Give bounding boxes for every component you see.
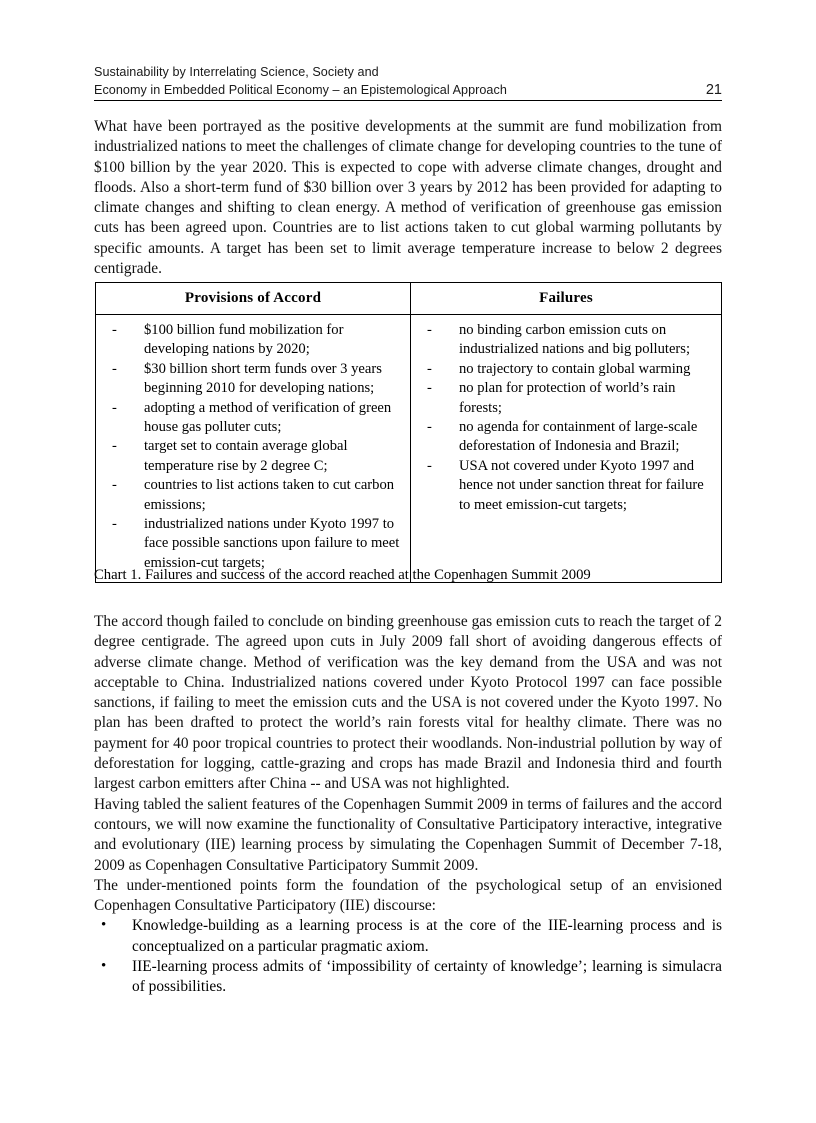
- header-title-line-2: Economy in Embedded Political Economy – an Epistemological Approach: [94, 82, 507, 97]
- discourse-bullet-list: [94, 916, 722, 997]
- list-item: - no agenda for containment of large-scale deforestation of Indonesia and Brazil;: [419, 418, 713, 457]
- list-item: - no binding carbon emission cuts on industrialized nations and big polluters;: [419, 321, 713, 360]
- list-item: - no plan for protection of world’s rain forests;: [419, 379, 713, 418]
- body-upper: [94, 117, 722, 279]
- table-cell-failures: [411, 315, 722, 583]
- table-header-provisions: Provisions of Accord: [96, 283, 411, 315]
- paragraph-2: The accord though failed to conclude on binding greenhouse gas emission cuts to reach the target of 2 degree centigrade. The agreed upon cuts in July 2009 fall short of avoiding dangerous effects of adverse climate change. Method of verification was the key demand from the USA and was not acceptable to China. Industrialized nations covered under Kyoto Protocol 1997 can face possible sanctions, if failing to meet the emission cuts and the USA is not covered under the Kyoto 1997. No plan has been drafted to protect the world’s rain forests vital for healthy climate. There was no payment for 40 poor tropical countries to protect their woodlands. Non-industrial pollution by way of deforestation for logging, cattle-grazing and crops has made Brazil and Indonesia third and fourth largest carbon emitters after China -- and USA was not highlighted.: [94, 613, 722, 793]
- running-header: [94, 64, 722, 99]
- list-item: - countries to list actions taken to cut carbon emissions;: [104, 476, 402, 515]
- table-row: [96, 315, 722, 583]
- accord-table: [95, 282, 722, 583]
- list-item: • IIE-learning process admits of ‘impossibility of certainty of knowledge’; learning is simulacra of possibilities.: [94, 957, 722, 998]
- header-rule: [94, 100, 722, 101]
- table-caption: Chart 1. Failures and success of the accord reached at the Copenhagen Summit 2009: [94, 567, 591, 583]
- list-item: - USA not covered under Kyoto 1997 and hence not under sanction threat for failure to meet emission-cut targets;: [419, 457, 713, 515]
- paragraph-1: What have been portrayed as the positive developments at the summit are fund mobilization from industrialized nations to meet the challenges of climate change for developing countries to the tune of $100 billion by the year 2020. This is expected to cope with adverse climate changes, drought and floods. Also a short-term fund of $30 billion over 3 years by 2012 has been provided for adapting to climate changes and shifting to clean energy. A method of verification of greenhouse gas emission cuts has been agreed upon. Countries are to list actions taken to cut global warming pollutants by specific amounts. A target has been set to limit average temperature increase to below 2 degrees centigrade.: [94, 118, 722, 278]
- list-item: - target set to contain average global temperature rise by 2 degree C;: [104, 437, 402, 476]
- header-title-block: [94, 64, 507, 99]
- page-number: 21: [705, 81, 722, 98]
- list-item: - no trajectory to contain global warming: [419, 360, 713, 379]
- list-item: - industrialized nations under Kyoto 1997 to face possible sanctions upon failure to meet emission-cut targets;: [104, 515, 402, 573]
- table-cell-provisions: [96, 315, 411, 583]
- paragraph-3: Having tabled the salient features of the Copenhagen Summit 2009 in terms of failures and the accord contours, we will now examine the functionality of Consultative Participatory interactive, integrative and evolutionary (IIE) learning process by simulating the Copenhagen Summit of December 7-18, 2009 as Copenhagen Consultative Participatory Summit 2009.: [94, 795, 722, 874]
- list-item: - $100 billion fund mobilization for developing nations by 2020;: [104, 321, 402, 360]
- table-header-failures: Failures: [411, 283, 722, 315]
- paragraph-4: The under-mentioned points form the foundation of the psychological setup of an envisioned Copenhagen Consultative Participatory (IIE) discourse:: [94, 876, 722, 915]
- list-item: - $30 billion short term funds over 3 years beginning 2010 for developing nations;: [104, 360, 402, 399]
- list-item: - adopting a method of verification of green house gas polluter cuts;: [104, 399, 402, 438]
- provisions-list: [104, 321, 402, 573]
- failures-list: [419, 321, 713, 515]
- table-header-row: [96, 283, 722, 315]
- body-lower: [94, 598, 722, 998]
- list-item: • Knowledge-building as a learning process is at the core of the IIE-learning process and is conceptualized on a particular pragmatic axiom.: [94, 916, 722, 957]
- header-title-line-1: Sustainability by Interrelating Science, Society and: [94, 65, 379, 79]
